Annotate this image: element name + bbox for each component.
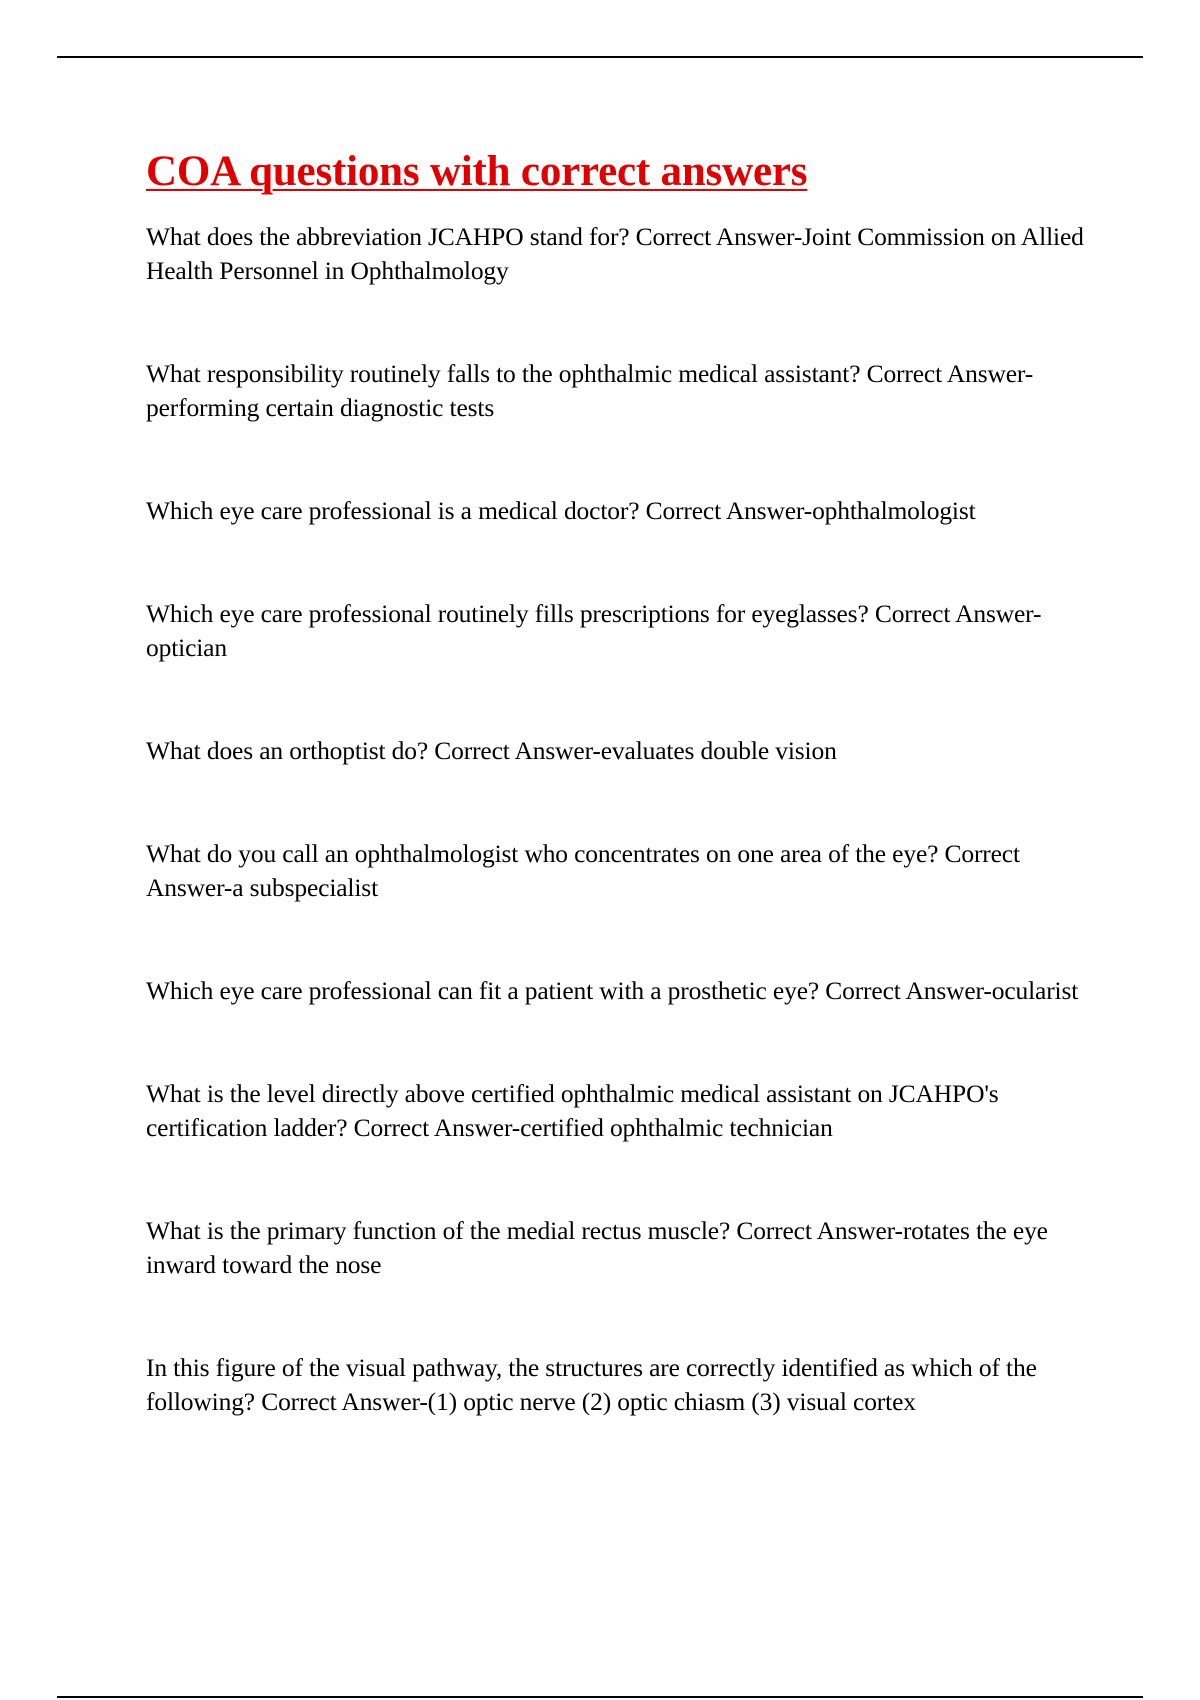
qa-item: What do you call an ophthalmologist who concentrates on one area of the eye? Correct Answer-a subspecialist: [146, 839, 1020, 902]
qa-item: In this figure of the visual pathway, the structures are correctly identified as which of the following? Correct Answer-(1) optic nerve (2) optic chiasm (3) visual cortex: [146, 1353, 1037, 1416]
qa-item: What does the abbreviation JCAHPO stand for? Correct Answer-Joint Commission on Allied Health Personnel in Ophthalmology: [146, 222, 1084, 285]
document-title: COA questions with correct answers: [146, 148, 808, 195]
document-body: [146, 144, 1096, 1488]
top-rule: [57, 56, 1143, 58]
qa-list: [146, 220, 1096, 1419]
qa-item: What is the primary function of the medial rectus muscle? Correct Answer-rotates the eye inward toward the nose: [146, 1216, 1048, 1279]
qa-item: Which eye care professional routinely fills prescriptions for eyeglasses? Correct Answer-optician: [146, 599, 1042, 662]
qa-item: Which eye care professional is a medical doctor? Correct Answer-ophthalmologist: [146, 496, 976, 525]
qa-item: What responsibility routinely falls to the ophthalmic medical assistant? Correct Answer-performing certain diagnostic tests: [146, 359, 1034, 422]
qa-item: What is the level directly above certified ophthalmic medical assistant on JCAHPO's certification ladder? Correct Answer-certified ophthalmic technician: [146, 1079, 999, 1142]
bottom-rule: [57, 1696, 1143, 1698]
qa-item: Which eye care professional can fit a patient with a prosthetic eye? Correct Answer-ocularist: [146, 976, 1079, 1005]
qa-item: What does an orthoptist do? Correct Answer-evaluates double vision: [146, 736, 837, 765]
